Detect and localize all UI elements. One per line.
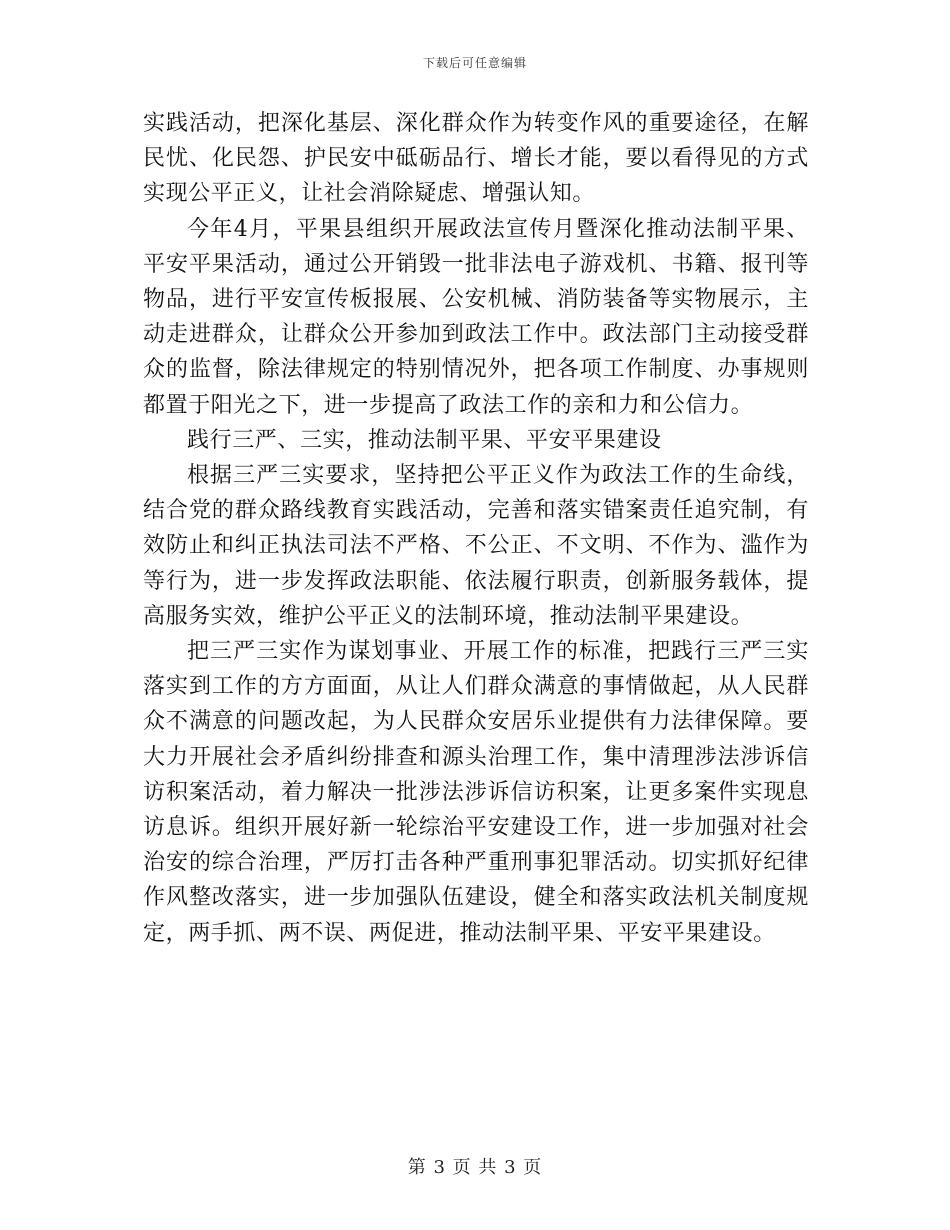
paragraph-work-standard: 把三严三实作为谋划事业、开展工作的标准，把践行三严三实落实到工作的方方面面，从让人们群众满意的事情做起，从人民群众不满意的问题改起，为人民群众安居乐业提供有力法律保障。要大力开展社会矛盾纠纷排查和源头治理工作，集中清理涉法涉诉信访积案活动，着力解决一批涉法涉诉信访积案，让更多案件实现息访息诉。组织开展好新一轮综治平安建设工作，进一步加强对社会治安的综合治理，严厉打击各种严重刑事犯罪活动。切实抓好纪律作风整改落实，进一步加强队伍建设，健全和落实政法机关制度规定，两手抓、两不误、两促进，推动法制平果、平安平果建设。 [143,639,809,946]
paragraph-april-activity: 今年4月，平果县组织开展政法宣传月暨深化推动法制平果、平安平果活动，通过公开销毁一批非法电子游戏机、书籍、报刊等物品，进行平安宣传板报展、公安机械、消防装备等实物展示，主动走进群众，让群众公开参加到政法工作中。政法部门主动接受群众的监督，除法律规定的特别情况外，把各项工作制度、办事规则都置于阳光之下，进一步提高了政法工作的亲和力和公信力。 [143,216,809,418]
page-footer: 第 3 页 共 3 页 [407,1157,543,1178]
section-heading: 践行三严、三实，推动法制平果、平安平果建设 [187,427,662,453]
paragraph-continuation: 实践活动，把深化基层、深化群众作为转变作风的重要途径，在解民忧、化民怨、护民安中砥砺品行、增长才能，要以看得见的方式实现公平正义，让社会消除疑虑、增强认知。 [143,111,809,207]
header-note: 下载后可任意编辑 [422,56,527,70]
paragraph-three-stricts-requirements: 根据三严三实要求，坚持把公平正义作为政法工作的生命线，结合党的群众路线教育实践活动，完善和落实错案责任追究制，有效防止和纠正执法司法不严格、不公正、不文明、不作为、滥作为等行为，进一步发挥政法职能、依法履行职责，创新服务载体，提高服务实效，维护公平正义的法制环境，推动法制平果建设。 [143,463,809,629]
document-body [143,106,809,951]
